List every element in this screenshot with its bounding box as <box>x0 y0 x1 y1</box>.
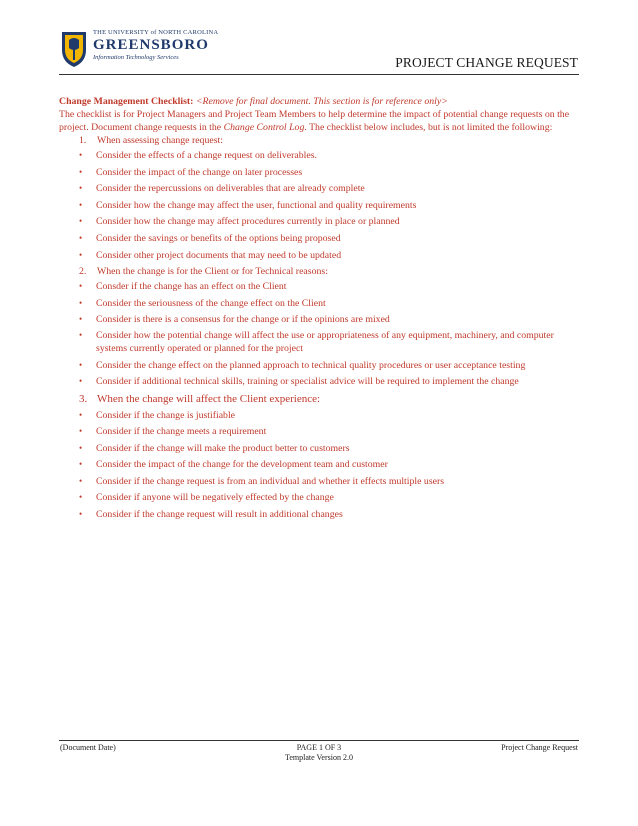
template-version: Template Version 2.0 <box>285 753 353 762</box>
bullet-icon: • <box>79 459 83 470</box>
bullet-icon: • <box>79 199 83 210</box>
list-item: • Consider if additional technical skills, training or specialist advice will be required to implement the change <box>79 376 519 388</box>
list-item: • Consider the repercussions on deliverables that are already complete <box>79 183 365 195</box>
list-item: • Consder if the change has an effect on the Client <box>79 281 287 293</box>
bullet-icon: • <box>79 442 83 453</box>
bullet-icon: • <box>79 297 83 308</box>
bullet-icon: • <box>79 409 83 420</box>
section-heading: When assessing change request: <box>97 135 223 146</box>
list-item: • Consider is there is a consensus for the change or if the opinions are mixed <box>79 313 390 325</box>
footer-document-date: (Document Date) <box>60 743 116 752</box>
bullet-icon: • <box>79 150 83 160</box>
section-items-wrap <box>59 409 579 522</box>
section-heading: When the change is for the Client or for Technical reasons: <box>97 266 328 278</box>
checklist-section <box>59 134 579 147</box>
bullet-icon: • <box>79 492 83 503</box>
list-item: • Consider the effects of a change request on deliverables. <box>79 150 317 161</box>
checklist-section <box>59 392 579 407</box>
bullet-icon: • <box>79 216 83 227</box>
list-item: • Consider if the change meets a requirement <box>79 426 267 438</box>
section-number: 1. <box>79 135 87 146</box>
page-number: PAGE 1 OF 3 <box>296 743 342 752</box>
list-item: • Consider the seriousness of the change effect on the Client <box>79 297 326 309</box>
list-item: • Consider the impact of the change for the development team and customer <box>79 459 388 471</box>
checklist-note: <Remove for final document. This section is for reference only> <box>195 96 448 107</box>
change-management-checklist <box>59 95 579 525</box>
list-item: • Consider if the change request will result in additional changes <box>79 509 343 521</box>
uncg-logo <box>60 28 219 72</box>
section-number: 2. <box>79 266 87 278</box>
list-item: • Consider how the change may affect procedures currently in place or planned <box>79 216 400 228</box>
bullet-icon: • <box>79 376 83 387</box>
bullet-icon: • <box>79 330 83 341</box>
checklist-sections <box>59 134 579 521</box>
intro-text: The checklist is for Project Managers and Project Team Members to help determine the impact of potential change requests on the project. Document change requests in the <box>59 109 570 133</box>
bullet-icon: • <box>79 313 83 324</box>
bullet-icon: • <box>79 475 83 486</box>
footer-document-name: Project Change Request <box>501 743 578 752</box>
bullet-icon: • <box>79 232 83 243</box>
bullet-icon: • <box>79 509 83 520</box>
list-item: • Consider if the change request is from an individual and whether it effects multiple users <box>79 475 445 487</box>
section-items-wrap <box>59 280 579 388</box>
list-item: • Consider the impact of the change on later processes <box>79 166 303 178</box>
section-items <box>59 149 579 262</box>
section-items-wrap <box>59 149 579 262</box>
checklist-label: Change Management Checklist: <box>59 96 194 107</box>
checklist-section <box>59 265 579 278</box>
section-items <box>59 409 579 522</box>
intro-text-end: . The checklist below includes, but is not limited the following: <box>304 122 553 133</box>
section-number: 3. <box>79 392 88 405</box>
bullet-icon: • <box>79 166 83 177</box>
bullet-icon: • <box>79 183 83 194</box>
list-item: • Consider the savings or benefits of the options being proposed <box>79 232 341 244</box>
logo-city-text: GREENSBORO <box>93 37 209 53</box>
checklist-intro <box>59 95 579 134</box>
header-divider <box>59 74 579 75</box>
bullet-icon: • <box>79 426 83 437</box>
section-items <box>59 280 579 388</box>
list-item: • Consider the change effect on the planned approach to technical quality procedures or user acceptance testing <box>79 359 526 371</box>
spartan-shield-icon <box>60 28 88 68</box>
bullet-icon: • <box>79 359 83 370</box>
logo-university-text: THE UNIVERSITY of NORTH CAROLINA <box>93 29 219 36</box>
list-item: • Consider other project documents that may need to be updated <box>79 249 342 261</box>
list-item: • Consider if the change is justifiable <box>79 409 236 421</box>
list-item: • Consider if the change will make the product better to customers <box>79 442 350 454</box>
section-heading: When the change will affect the Client experience: <box>97 392 321 405</box>
list-item: • Consider if anyone will be negatively effected by the change <box>79 492 334 504</box>
logo-department-text: Information Technology Services <box>93 54 179 61</box>
change-control-log-ref: Change Control Log <box>223 122 305 133</box>
list-item: • Consider how the potential change will affect the use or appropriateness of any equipment, machinery, and computer systems currently operated or planned for the project <box>79 330 554 355</box>
bullet-icon: • <box>79 249 83 260</box>
document-title: PROJECT CHANGE REQUEST <box>395 55 578 70</box>
footer-divider <box>59 740 579 741</box>
bullet-icon: • <box>79 281 83 292</box>
list-item: • Consider how the change may affect the user, functional and quality requirements <box>79 199 417 211</box>
